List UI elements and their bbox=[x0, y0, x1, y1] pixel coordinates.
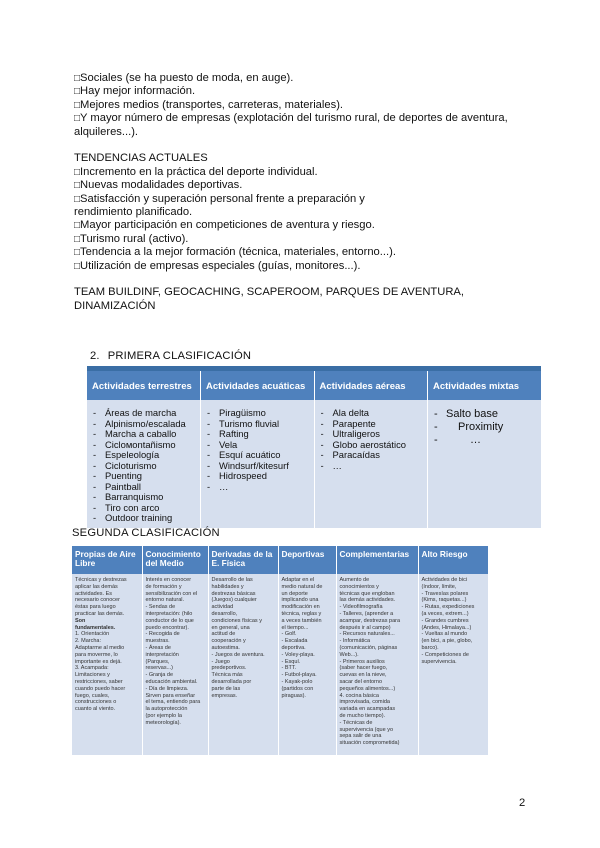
cell-line: (índoor, límite, bbox=[421, 583, 457, 590]
cell-line: las demás actividades. bbox=[339, 597, 396, 604]
cell-line: después ir al campo) bbox=[339, 624, 391, 631]
header-acuaticas: Actividades acuáticas bbox=[201, 369, 315, 401]
cell-line: barco). bbox=[421, 644, 439, 651]
cell-line: Limitaciones y bbox=[75, 672, 110, 679]
tendencia-line: □Incremento en la práctica del deporte individual. bbox=[74, 165, 318, 178]
cell-line: para moverme, lo bbox=[75, 651, 118, 658]
list-mixtas bbox=[434, 408, 537, 447]
header-conocimiento: Conocimiento del Medio bbox=[142, 546, 208, 574]
checkbox-glyph-icon: □ bbox=[74, 247, 81, 259]
cell-line: practicar las demás. bbox=[75, 610, 125, 617]
cell-complementarias bbox=[336, 574, 418, 755]
cell-line: - Juego bbox=[211, 658, 230, 665]
list-item-text: Salto base bbox=[446, 408, 498, 420]
dash-bullet-icon: - bbox=[93, 502, 97, 513]
cell-line: pequeños alimentos...) bbox=[339, 685, 396, 692]
cell-line: Sirven para enseñar bbox=[145, 692, 196, 699]
segunda-clasificacion-table bbox=[72, 546, 488, 755]
checkbox-glyph-icon: □ bbox=[74, 73, 81, 84]
list-item-text: Puenting bbox=[105, 471, 143, 481]
list-item bbox=[93, 450, 196, 461]
cell-line: de formación y bbox=[145, 583, 182, 590]
list-item-text: Cicloturismo bbox=[105, 460, 157, 471]
cell-acuaticas bbox=[201, 400, 315, 528]
cell-line: - Granja de bbox=[145, 672, 174, 679]
dash-bullet-icon: - bbox=[93, 513, 97, 523]
list-item-text: Turismo fluvial bbox=[219, 418, 280, 429]
list-item bbox=[93, 492, 196, 503]
dash-bullet-icon: - bbox=[93, 429, 97, 439]
list-item-text: Áreas de marcha bbox=[105, 408, 177, 418]
list-item bbox=[93, 419, 196, 430]
list-item-text: Ala delta bbox=[332, 408, 369, 418]
checkbox-glyph-icon: □ bbox=[74, 113, 81, 125]
list-item-text: Hidrospeed bbox=[219, 471, 267, 481]
dash-bullet-icon: - bbox=[207, 481, 211, 492]
dash-bullet-icon: - bbox=[207, 418, 211, 429]
cell-line: supervivencia (que yo bbox=[339, 726, 394, 733]
list-item bbox=[321, 429, 424, 440]
cell-line: piraguas). bbox=[281, 692, 306, 699]
cell-line: - Grandes cumbres bbox=[421, 617, 469, 624]
cell-line: - Recogida de bbox=[145, 631, 180, 638]
list-item bbox=[207, 450, 310, 461]
tendencias-heading: TENDENCIAS ACTUALES bbox=[74, 152, 208, 165]
cell-line: condiciones físicas y bbox=[211, 617, 262, 624]
dash-bullet-icon: - bbox=[207, 460, 211, 471]
header-aereas: Actividades aéreas bbox=[314, 369, 428, 401]
cell-line: - Juegos de aventura. bbox=[211, 651, 265, 658]
cell-line: sacar del entorno bbox=[339, 678, 382, 685]
cell-line: educación ambiental. bbox=[145, 678, 198, 685]
cell-line: 4. cocina básica bbox=[339, 692, 379, 699]
list-item-text: … bbox=[470, 434, 481, 446]
list-item bbox=[93, 503, 196, 514]
checkbox-glyph-icon: □ bbox=[74, 99, 81, 111]
cell-line: sepa salir de una bbox=[339, 733, 382, 740]
dash-bullet-icon: - bbox=[207, 429, 211, 439]
list-item bbox=[434, 421, 537, 434]
tendencia-line: □Tendencia a la mejor formación (técnica, materiales, entorno...). bbox=[74, 246, 396, 259]
cell-line: Adaptarme al medio bbox=[75, 644, 125, 651]
list-item-text: Parapente bbox=[332, 418, 376, 429]
cell-line: desarrollada por bbox=[211, 678, 252, 685]
cell-line: desarrollo, bbox=[211, 610, 238, 617]
cell-line: - Primeros auxilios bbox=[339, 658, 385, 665]
cell-line: actividad bbox=[211, 604, 234, 611]
intro-line-continuation: alquileres...). bbox=[74, 125, 139, 138]
cell-line: - Recursos naturales... bbox=[339, 631, 395, 638]
list-aereas bbox=[321, 408, 424, 471]
cell-line: la autoprotección bbox=[145, 706, 188, 713]
list-item-text: Espeleología bbox=[105, 450, 160, 460]
cell-deportivas bbox=[278, 574, 336, 755]
cell-line: - Escalada bbox=[281, 638, 308, 645]
list-item bbox=[207, 419, 310, 430]
cell-line: - Talleres, (aprender a bbox=[339, 610, 394, 617]
list-item-text: Rafting bbox=[219, 429, 249, 439]
header-terrestres: Actividades terrestres bbox=[87, 369, 201, 401]
cell-line: aplicar las demás bbox=[75, 583, 118, 590]
list-item bbox=[321, 450, 424, 461]
tendencia-line: □Turismo rural (activo). bbox=[74, 232, 189, 245]
cell-line: técnica, reglas y bbox=[281, 610, 322, 617]
dash-bullet-icon: - bbox=[320, 450, 324, 460]
cell-line: - Videofilmografía bbox=[339, 604, 383, 611]
list-item bbox=[321, 408, 424, 419]
cell-line: supervivencia. bbox=[421, 658, 457, 665]
list-item-text: Ultraligeros bbox=[332, 429, 380, 439]
cell-line: construcciones o bbox=[75, 699, 117, 706]
cell-line: Técnicas y destrezas bbox=[75, 577, 127, 583]
page-number: 2 bbox=[519, 797, 526, 809]
cell-line: de mucho tiempo). bbox=[339, 712, 386, 719]
list-item-text: Esquí acuático bbox=[219, 450, 281, 460]
tendencia-line: □Utilización de empresas especiales (guías, monitores...). bbox=[74, 259, 361, 272]
list-item bbox=[93, 461, 196, 472]
list-item-text: Globo aerostático bbox=[332, 439, 406, 450]
list-item-text: Tiro con arco bbox=[105, 502, 160, 513]
cell-line: fuego, cuales, bbox=[75, 692, 110, 699]
list-item bbox=[321, 440, 424, 451]
section-heading-primera bbox=[90, 350, 251, 362]
cell-line: improvisada, comida bbox=[339, 699, 390, 706]
list-item-text: Outdoor training bbox=[105, 513, 173, 523]
list-item bbox=[207, 461, 310, 472]
list-item bbox=[93, 408, 196, 419]
header-deportivas: Deportivas bbox=[278, 546, 336, 574]
cell-line: - Kayak-polo bbox=[281, 678, 313, 685]
cell-terrestres bbox=[87, 400, 201, 528]
cell-line: - Día de limpieza. bbox=[145, 685, 189, 692]
cell-line: - Sendas de bbox=[145, 604, 176, 611]
intro-line: □Hay mejor información. bbox=[74, 85, 196, 98]
cell-mixtas bbox=[428, 400, 542, 528]
list-item bbox=[93, 471, 196, 482]
cell-line: Técnica más bbox=[211, 672, 243, 679]
list-item-text: … bbox=[219, 481, 229, 492]
list-item bbox=[207, 408, 310, 419]
cell-line: en general, una bbox=[211, 624, 250, 631]
cell-line: parte de las bbox=[211, 685, 241, 692]
list-item-text: Barranquismo bbox=[105, 492, 164, 502]
tendencia-line-continuation: rendimiento planificado. bbox=[74, 206, 193, 219]
dash-bullet-icon: - bbox=[93, 460, 97, 471]
cell-line: el tiempo... bbox=[281, 624, 309, 631]
cell-line: 3. Acampada: bbox=[75, 665, 109, 672]
list-item bbox=[434, 408, 537, 421]
cell-line: (Andes, Himalaya...) bbox=[421, 624, 472, 631]
cell-conocimiento bbox=[142, 574, 208, 755]
cell-line: - Voley-playa. bbox=[281, 651, 315, 658]
cell-line: destrezas básicas bbox=[211, 590, 256, 597]
cell-line: Adaptar en el bbox=[281, 577, 315, 583]
tendencia-line: □Nuevas modalidades deportivas. bbox=[74, 179, 243, 192]
dash-bullet-icon: - bbox=[320, 460, 324, 471]
cell-line: actividades. Es bbox=[75, 590, 112, 597]
list-item bbox=[321, 461, 424, 472]
list-item-text: Piragüismo bbox=[219, 408, 266, 418]
list-terrestres bbox=[93, 408, 196, 524]
checkbox-glyph-icon: □ bbox=[74, 220, 81, 232]
dash-bullet-icon: - bbox=[93, 418, 97, 429]
intro-line: □Y mayor número de empresas (explotación del turismo rural, de deportes de aventura, bbox=[74, 112, 508, 125]
cell-line: - BTT. bbox=[281, 665, 297, 672]
cell-line: Desarrollo de las bbox=[211, 577, 253, 583]
list-item-text: Cicloмontañismo bbox=[105, 439, 176, 450]
dash-bullet-icon: - bbox=[93, 450, 97, 460]
dash-bullet-icon: - bbox=[207, 408, 211, 418]
list-item-text: … bbox=[332, 460, 342, 471]
list-item bbox=[434, 434, 537, 447]
cell-line: habilidades y bbox=[211, 583, 244, 590]
cell-line: Interés en conocer bbox=[145, 577, 192, 583]
checkbox-glyph-icon: □ bbox=[74, 86, 81, 98]
cell-line: Web...). bbox=[339, 651, 359, 658]
checkbox-glyph-icon: □ bbox=[74, 260, 81, 272]
dash-bullet-icon: - bbox=[93, 481, 97, 492]
cell-line: variada en acampadas bbox=[339, 706, 396, 713]
cell-line: conocimientos y bbox=[339, 583, 379, 590]
section-title: PRIMERA CLASIFICACIÓN bbox=[107, 350, 252, 362]
cell-line: (Juegos) cualquier bbox=[211, 597, 257, 604]
cell-line: cuanto al viento. bbox=[75, 706, 116, 713]
cell-line: implicando una bbox=[281, 597, 319, 604]
list-item-text: Marcha a caballo bbox=[105, 429, 177, 439]
cell-line: importante es dejá. bbox=[75, 658, 122, 665]
cell-line: (partidos con bbox=[281, 685, 314, 692]
cell-line: - Técnicas de bbox=[339, 719, 373, 726]
cell-line: - Futbol-playa. bbox=[281, 672, 317, 679]
list-item bbox=[93, 513, 196, 524]
list-item bbox=[207, 440, 310, 451]
cell-line: técnicas que engloban bbox=[339, 590, 395, 597]
list-item-text: Windsurf/kitesurf bbox=[219, 460, 289, 471]
cell-line: cuevas en la nieve, bbox=[339, 672, 387, 679]
cell-line: el tema, entiendo para bbox=[145, 699, 201, 706]
list-acuaticas bbox=[207, 408, 310, 492]
cell-line: (en bici, a pie, globo, bbox=[421, 638, 473, 645]
body-text bbox=[74, 72, 534, 313]
cell-line: - Vueltas al mundo bbox=[421, 631, 468, 638]
cell-line: entorno natural. bbox=[145, 597, 185, 604]
dash-bullet-icon: - bbox=[434, 408, 438, 420]
list-item-text: Paintball bbox=[105, 481, 141, 492]
list-item bbox=[93, 482, 196, 493]
tendencia-line: □Satisfacción y superación personal frente a preparación y bbox=[74, 192, 365, 205]
primera-clasificacion-table bbox=[87, 366, 541, 528]
cell-line: éstas para luego bbox=[75, 604, 116, 611]
dash-bullet-icon: - bbox=[93, 408, 97, 418]
cell-aereas bbox=[314, 400, 428, 528]
cell-derivadas bbox=[208, 574, 278, 755]
cell-line: 1. Orientación bbox=[75, 631, 110, 638]
cell-line: - Esquí. bbox=[281, 658, 301, 665]
list-item bbox=[321, 419, 424, 430]
cell-line: predeportivos. bbox=[211, 665, 247, 672]
cell-line: actitud de bbox=[211, 631, 236, 638]
header-derivadas: Derivadas de la E. Física bbox=[208, 546, 278, 574]
cell-line: Aumento de bbox=[339, 577, 370, 583]
cell-line: necesario conocer bbox=[75, 597, 120, 604]
cell-line: modificación en bbox=[281, 604, 320, 611]
segunda-clasificacion-heading: SEGUNDA CLASIFICACIÓN bbox=[72, 527, 220, 539]
header-alto-riesgo: Alto Riesgo bbox=[418, 546, 488, 574]
cell-line: muestras. bbox=[145, 638, 170, 645]
cell-line: autoestima. bbox=[211, 644, 240, 651]
list-item-text: Proximity bbox=[458, 421, 504, 433]
team-line: DINAMIZACIÓN bbox=[74, 299, 156, 312]
cell-line: cooperación y bbox=[211, 638, 246, 645]
cell-line: un deporte bbox=[281, 590, 308, 597]
header-mixtas: Actividades mixtas bbox=[428, 369, 542, 401]
team-line: TEAM BUILDINF, GEOCACHING, SCAPEROOM, PARQUES DE AVENTURA, bbox=[74, 286, 464, 299]
dash-bullet-icon: - bbox=[207, 439, 211, 450]
dash-bullet-icon: - bbox=[434, 434, 438, 446]
dash-bullet-icon: - bbox=[93, 471, 97, 481]
list-item bbox=[207, 429, 310, 440]
cell-line: (Parques, bbox=[145, 658, 170, 665]
intro-line: □Mejores medios (transportes, carreteras, materiales). bbox=[74, 98, 344, 111]
dash-bullet-icon: - bbox=[320, 439, 324, 450]
dash-bullet-icon: - bbox=[320, 418, 324, 429]
checkbox-glyph-icon: □ bbox=[74, 193, 81, 205]
cell-line: deportiva. bbox=[281, 644, 306, 651]
cell-line: situación comprometida) bbox=[339, 740, 400, 747]
cell-line: a veces también bbox=[281, 617, 322, 624]
cell-line: puedo encontrar). bbox=[145, 624, 189, 631]
cell-line: sensibilización con el bbox=[145, 590, 198, 597]
cell-line: - Áreas de bbox=[145, 644, 171, 651]
section-number: 2. bbox=[90, 350, 100, 362]
cell-line: interpretación bbox=[145, 651, 179, 658]
cell-line: Actividades de bici bbox=[421, 577, 468, 583]
list-item bbox=[207, 482, 310, 493]
intro-line: □Sociales (se ha puesto de moda, en auge). bbox=[74, 72, 294, 84]
cell-line: (comunicación, páginas bbox=[339, 644, 398, 651]
dash-bullet-icon: - bbox=[320, 429, 324, 439]
cell-line: interpretación: (hilo bbox=[145, 610, 193, 617]
cell-line: medio natural de bbox=[281, 583, 323, 590]
checkbox-glyph-icon: □ bbox=[74, 166, 81, 178]
cell-line: (por ejemplo la bbox=[145, 712, 182, 719]
cell-line: cuando puedo hacer bbox=[75, 685, 126, 692]
list-item-text: Paracaídas bbox=[332, 450, 380, 460]
cell-line: meteorología). bbox=[145, 719, 181, 726]
cell-line: (saber hacer fuego, bbox=[339, 665, 388, 672]
cell-line: conductor de lo que bbox=[145, 617, 194, 624]
header-complementarias: Complementarias bbox=[336, 546, 418, 574]
cell-line: acampar, destrezas para bbox=[339, 617, 401, 624]
cell-line: - Travesías polares bbox=[421, 590, 469, 597]
dash-bullet-icon: - bbox=[93, 492, 97, 502]
dash-bullet-icon: - bbox=[93, 439, 97, 450]
dash-bullet-icon: - bbox=[207, 450, 211, 460]
dash-bullet-icon: - bbox=[434, 421, 438, 433]
header-aire-libre: Propias de Aire Libre bbox=[72, 546, 142, 574]
dash-bullet-icon: - bbox=[320, 408, 324, 418]
checkbox-glyph-icon: □ bbox=[74, 180, 81, 192]
cell-line: - Informática bbox=[339, 638, 371, 645]
checkbox-glyph-icon: □ bbox=[74, 233, 81, 245]
cell-line: (a veces, extrem...) bbox=[421, 610, 469, 617]
list-item bbox=[207, 471, 310, 482]
list-item-text: Vela bbox=[219, 439, 238, 450]
cell-line: - Golf. bbox=[281, 631, 297, 638]
cell-line: - Competiciones de bbox=[421, 651, 469, 658]
tendencia-line: □Mayor participación en competiciones de aventura y riesgo. bbox=[74, 219, 375, 232]
cell-line: (Kims, raquetas...) bbox=[421, 597, 467, 604]
cell-line: fundamentales. bbox=[75, 624, 116, 631]
cell-line: restricciones, saber bbox=[75, 678, 123, 685]
cell-alto-riesgo bbox=[418, 574, 488, 755]
cell-aire-libre bbox=[72, 574, 142, 755]
list-item bbox=[93, 429, 196, 440]
cell-line: - Rutas, expediciones bbox=[421, 604, 475, 611]
cell-line: reservas...) bbox=[145, 665, 174, 672]
dash-bullet-icon: - bbox=[207, 471, 211, 481]
list-item-text: Alpinismo/escalada bbox=[105, 418, 186, 429]
cell-line: Son bbox=[75, 617, 86, 624]
cell-line: empresas. bbox=[211, 692, 238, 699]
cell-line: 2. Marcha: bbox=[75, 638, 101, 645]
list-item bbox=[93, 440, 196, 451]
